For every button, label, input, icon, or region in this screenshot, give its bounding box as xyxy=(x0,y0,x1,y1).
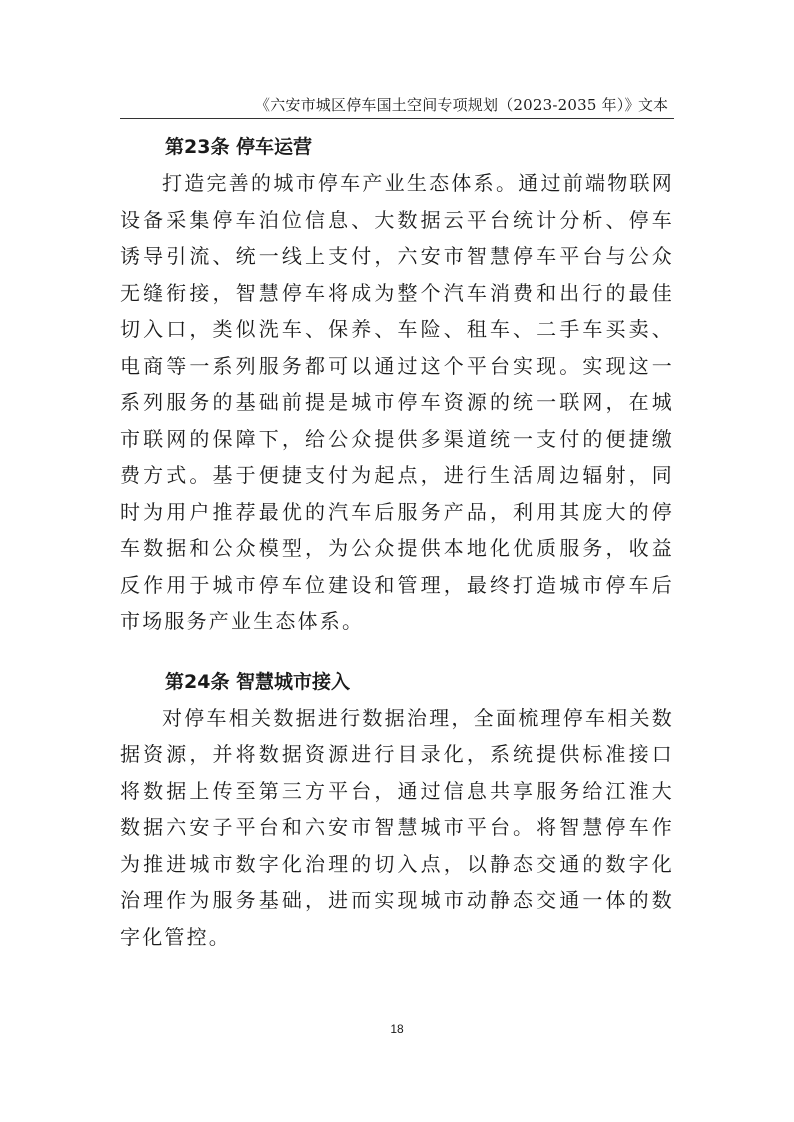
section-heading: 第23条 停车运营 xyxy=(165,136,313,158)
section-article-23 xyxy=(120,128,674,640)
document-title: 《六安市城区停车国土空间专项规划（2023-2035 年）》 xyxy=(255,96,640,114)
section-paragraph: 打造完善的城市停车产业生态体系。通过前端物联网设备采集停车泊位信息、大数据云平台统计分析、停车诱导引流、统一线上支付，六安市智慧停车平台与公众无缝衔接，智慧停车将成为整个汽车消费和出行的最佳切入口，类似洗车、保养、车险、租车、二手车买卖、电商等一系列服务都可以通过这个平台实现。实现这一系列服务的基础前提是城市停车资源的统一联网，在城市联网的保障下，给公众提供多渠道统一支付的便捷缴费方式。基于便捷支付为起点，进行生活周边辐射，同时为用户推荐最优的汽车后服务产品，利用其庞大的停车数据和公众模型，为公众提供本地化优质服务，收益反作用于城市停车位建设和管理，最终打造城市停车后市场服务产业生态体系。 xyxy=(120,171,674,633)
document-type-label: 文本 xyxy=(637,96,668,114)
page-header xyxy=(120,90,674,119)
section-spacer xyxy=(120,640,674,663)
page-number: 18 xyxy=(390,1022,404,1036)
page-body xyxy=(120,128,674,955)
section-paragraph: 对停车相关数据进行数据治理，全面梳理停车相关数据资源，并将数据资源进行目录化，系统提供标准接口将数据上传至第三方平台，通过信息共享服务给江淮大数据六安子平台和六安市智慧城市平台。将智慧停车作为推进城市数字化治理的切入点，以静态交通的数字化治理作为服务基础，进而实现城市动静态交通一体的数字化管控。 xyxy=(120,705,674,949)
section-article-24 xyxy=(120,663,674,956)
section-heading: 第24条 智慧城市接入 xyxy=(165,670,351,693)
